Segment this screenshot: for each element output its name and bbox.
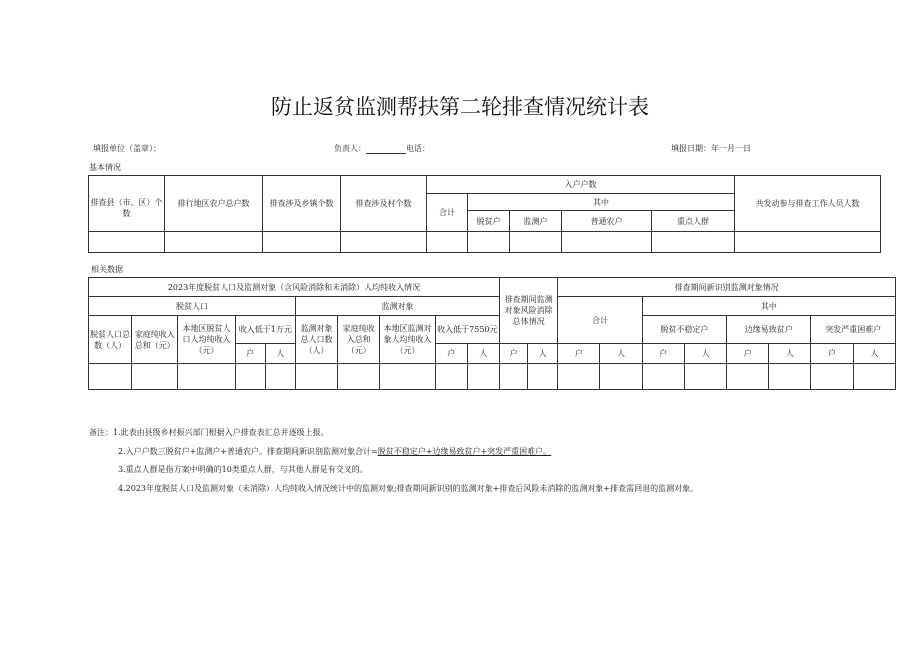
cell[interactable] xyxy=(562,232,652,253)
cell[interactable] xyxy=(510,232,562,253)
col-monitor: 监测户 xyxy=(510,211,562,232)
person-blank[interactable] xyxy=(366,145,406,154)
cell[interactable] xyxy=(769,364,811,390)
note-3: 3.重点人群是指方案中明确的10类重点人群，与其他人群是有交叉的。 xyxy=(118,465,368,474)
ren-label: 人 xyxy=(528,344,558,364)
hu-label: 户 xyxy=(435,344,467,364)
monitor-obj-header: 监测对象 xyxy=(295,297,499,316)
phone-label: 电话： xyxy=(406,144,430,153)
person-label-text: 负责人： xyxy=(334,144,366,153)
pp-total: 脱贫人口总数（人） xyxy=(89,316,132,364)
local-avg-pp: 本地区脱贫人口人均纯收入（元） xyxy=(178,316,235,364)
poverty-pop-header: 脱贫人口 xyxy=(89,297,296,316)
cell[interactable] xyxy=(263,232,341,253)
col-towns: 排查涉及乡镇个数 xyxy=(263,176,341,232)
ren-label: 人 xyxy=(684,344,726,364)
cell[interactable] xyxy=(235,364,265,390)
cell[interactable] xyxy=(558,364,600,390)
col-poverty: 脱贫户 xyxy=(468,211,510,232)
hu-label: 户 xyxy=(811,344,853,364)
unstable-header: 脱贫不稳定户 xyxy=(642,316,726,344)
ren-label: 人 xyxy=(853,344,895,364)
cell[interactable] xyxy=(165,232,263,253)
person-label xyxy=(334,144,430,154)
family-income-pp: 家庭纯收入总和（元） xyxy=(132,316,178,364)
basic-data-row xyxy=(89,232,881,253)
col-villages: 排查涉及村个数 xyxy=(341,176,427,232)
cell[interactable] xyxy=(811,364,853,390)
ren-label: 人 xyxy=(769,344,811,364)
date-label: 填报日期：年一月一日 xyxy=(671,144,751,153)
col-normal: 普通农户 xyxy=(562,211,652,232)
cell[interactable] xyxy=(338,364,380,390)
hu-label: 户 xyxy=(558,344,600,364)
cell[interactable] xyxy=(295,364,337,390)
new-monitor-header: 排查期间新识别监测对象情况 xyxy=(558,278,896,297)
cell[interactable] xyxy=(468,232,510,253)
section-basic-label: 基本情况 xyxy=(89,163,121,172)
cell[interactable] xyxy=(178,364,235,390)
col-entry-among: 其中 xyxy=(468,194,735,211)
col-key: 重点人群 xyxy=(652,211,735,232)
cell[interactable] xyxy=(652,232,735,253)
cell[interactable] xyxy=(89,364,132,390)
hu-label: 户 xyxy=(642,344,684,364)
cell[interactable] xyxy=(853,364,895,390)
cell[interactable] xyxy=(427,232,468,253)
related-data-row xyxy=(89,364,896,390)
related-data-table xyxy=(88,277,896,390)
income-header: 2023年度脱贫人口及监测对象（含风险消除和未消除）人均纯收入情况 xyxy=(89,278,500,297)
hu-label: 户 xyxy=(727,344,769,364)
col-entry-total: 合计 xyxy=(427,194,468,232)
cell[interactable] xyxy=(380,364,435,390)
sudden-header: 突发严重困难户 xyxy=(811,316,896,344)
edge-header: 边缘易致贫户 xyxy=(727,316,811,344)
notes-line-1 xyxy=(89,428,329,438)
page-title: 防止返贫监测帮扶第二轮排查情况统计表 xyxy=(271,95,649,119)
ren-label: 人 xyxy=(467,344,499,364)
note-1: 1.此表由县级乡村振兴部门根据入户排查表汇总并逐级上报。 xyxy=(113,428,329,437)
ren-label: 人 xyxy=(265,344,295,364)
family-income-mo: 家庭纯收入总和（元） xyxy=(338,316,380,364)
cell[interactable] xyxy=(735,232,881,253)
cell[interactable] xyxy=(435,364,467,390)
unit-label: 填报单位（盖章）： xyxy=(93,144,161,153)
note-2a: 2.入户户数三脱贫户+监测户+普通农户。排查期间新识别监测对象合计= xyxy=(118,447,378,456)
mo-total: 监测对象总人口数（人） xyxy=(295,316,337,364)
new-among: 其中 xyxy=(642,297,895,316)
cell[interactable] xyxy=(265,364,295,390)
cell[interactable] xyxy=(500,364,528,390)
note-4: 4.2023年度脱贫人口及监测对象（未消除）人均纯收入情况统计中的监测对象;排查期间新识别的监测对象+排查后风险未消除的监测对象+排查需回退的监测对象。 xyxy=(118,484,699,493)
hu-label: 户 xyxy=(500,344,528,364)
cell[interactable] xyxy=(132,364,178,390)
below-10k: 收入低于1万元 xyxy=(235,316,295,344)
cell[interactable] xyxy=(642,364,684,390)
new-total: 合计 xyxy=(558,297,642,344)
below-7550: 收入低于7550元 xyxy=(435,316,499,344)
col-entry: 入户户数 xyxy=(427,176,735,194)
notes-label: 备注： xyxy=(89,428,113,437)
notes-line-2 xyxy=(118,447,551,457)
ren-label: 人 xyxy=(600,344,642,364)
col-county: 排查县（市、区）个数 xyxy=(89,176,165,232)
hu-label: 户 xyxy=(235,344,265,364)
cell[interactable] xyxy=(89,232,165,253)
cell[interactable] xyxy=(528,364,558,390)
cell[interactable] xyxy=(600,364,642,390)
col-households: 排行地区农户总户数 xyxy=(165,176,263,232)
risk-col: 排查期间监测对象风险消除总体情况 xyxy=(500,278,558,344)
cell[interactable] xyxy=(467,364,499,390)
basic-info-table xyxy=(88,175,881,253)
cell[interactable] xyxy=(341,232,427,253)
cell[interactable] xyxy=(727,364,769,390)
col-staff: 共发动参与排查工作人员人数 xyxy=(735,176,881,232)
cell[interactable] xyxy=(684,364,726,390)
note-2b: 脱贫不稳定户+边缘易致贫户+突发严重困难户。 xyxy=(377,447,552,456)
section-related-label: 相关数据 xyxy=(91,265,123,274)
local-avg-mo: 本地区监测对象人均纯收入（元） xyxy=(380,316,435,364)
